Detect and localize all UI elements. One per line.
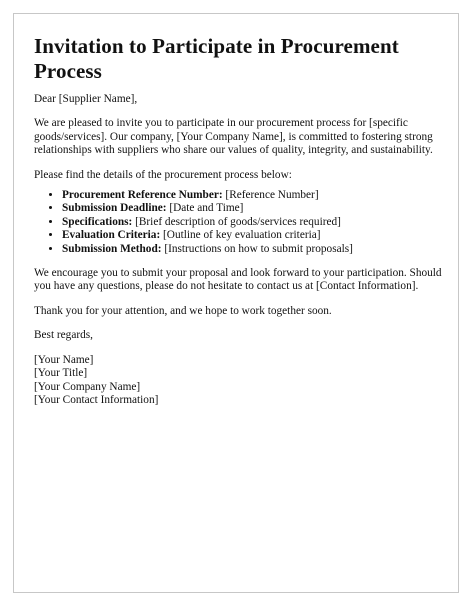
letter-title: Invitation to Participate in Procurement Process [34,34,399,83]
closing: Best regards, [34,329,93,342]
intro-paragraph: We are pleased to invite you to participate in our procurement process for [specific goods/services]. Our company, [Your Company Name], is committed to fostering strong relationships with suppliers who share our values of quality, integrity, and sustainability. [34,117,433,157]
thanks-paragraph: Thank you for your attention, and we hope to work together soon. [34,304,332,317]
detail-label: Submission Method: [62,242,162,255]
letter-content [34,34,444,407]
detail-label: Submission Deadline: [62,202,167,215]
salutation: Dear [Supplier Name], [34,93,138,105]
detail-label: Evaluation Criteria: [62,229,161,242]
signature-company: [Your Company Name] [34,380,141,393]
letter-page [13,13,459,593]
detail-item-submission-method [62,243,444,256]
detail-item-evaluation [62,229,444,242]
signature-title: [Your Title] [34,367,88,380]
detail-label: Procurement Reference Number: [62,189,223,202]
detail-value: [Outline of key evaluation criteria] [160,229,321,242]
detail-value: [Instructions on how to submit proposals] [161,242,353,255]
detail-item-reference [62,189,444,202]
encourage-paragraph: We encourage you to submit your proposal and look forward to your participation. Should you have any questions, please do not hesitate to contact us at [Contact Information]. [34,267,442,293]
detail-value: [Date and Time] [166,202,244,215]
signature-block [34,354,444,408]
signature-name: [Your Name] [34,353,94,366]
detail-item-specifications [62,216,444,229]
detail-item-deadline [62,202,444,215]
detail-value: [Reference Number] [222,189,319,202]
details-intro: Please find the details of the procurement process below: [34,168,292,181]
detail-label: Specifications: [62,215,133,228]
signature-contact: [Your Contact Information] [34,393,159,406]
detail-value: [Brief description of goods/services required] [132,215,341,228]
details-list [34,189,444,256]
